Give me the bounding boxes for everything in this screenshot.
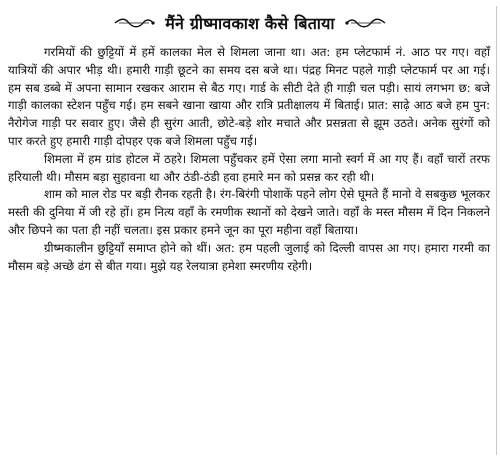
paragraph-3: शाम को माल रोड पर बड़ी रौनक रहती है। रंग-बिरंगी पोशाकें पहने लोग ऐसे घूमते हैं मानो वे सबकुछ भूलकर मस्ती की दुनिया में जी रहे हों। हम नित्य वहाँ के रमणीक स्थानों को देखने जाते। वहाँ के मस्त मौसम में दिन निकलने और छिपने का पता ही नहीं चलता। इस प्रकार हमने जून का पूरा महीना वहाँ बिताया।: [8, 187, 490, 237]
paragraph-1: गरमियों की छुट्टियों में हमें कालका मेल से शिमला जाना था। अत: हम प्लेटफार्म नं. आठ पर गए। वहाँ यात्रियों की अपार भीड़ थी। हमारी गाड़ी छूटने का समय दस बजे था। पंद्रह मिनट पहले गाड़ी प्लेटफार्म पर आ गई। हम सब डब्बे में अपना सामान रखकर आराम से बैठ गए। गार्ड के सीटी देते ही गाड़ी चल पड़ी। सायं लगभग छ: बजे गाड़ी कालका स्टेशन पहुँच गई। हम सबने खाना खाया और रात्रि प्रतीक्षालय में बिताई। प्रात: साढ़े आठ बजे हम पुन: नैरोगेज गाड़ी पर सवार हुए। जैसे ही सुरंग आती, छोटे-बड़े शोर मचाते और प्रसन्नता से झूम उठते। अनेक सुरंगों को पार करते हुए हमारी गाड़ी दोपहर एक बजे शिमला पहुँच गई।: [8, 45, 490, 148]
page-title: मैंने ग्रीष्मावकाश कैसे बिताया: [165, 14, 335, 33]
page-edge-line: [496, 6, 497, 455]
paragraph-4: ग्रीष्मकालीन छुट्टियाँ समाप्त होने को थीं। अत: हम पहली जुलाई को दिल्ली वापस आ गए। हमारा गरमी का मौसम बड़े अच्छे ढंग से बीत गया। मुझे यह रेलयात्रा हमेशा स्मरणीय रहेगी।: [8, 240, 490, 273]
title-row: [0, 8, 500, 38]
ornament-right-icon: [345, 17, 387, 29]
ornament-left-icon: [113, 17, 155, 29]
essay-body: [8, 44, 490, 275]
paragraph-2: शिमला में हम ग्रांड होटल में ठहरे। शिमला पहुँचकर हमें ऐसा लगा मानो स्वर्ग में आ गए हैं। वहाँ चारों तरफ हरियाली थी। मौसम बड़ा सुहावना था और ठंडी-ठंडी हवा हमारे मन को प्रसन्न कर रही थी।: [8, 151, 490, 184]
